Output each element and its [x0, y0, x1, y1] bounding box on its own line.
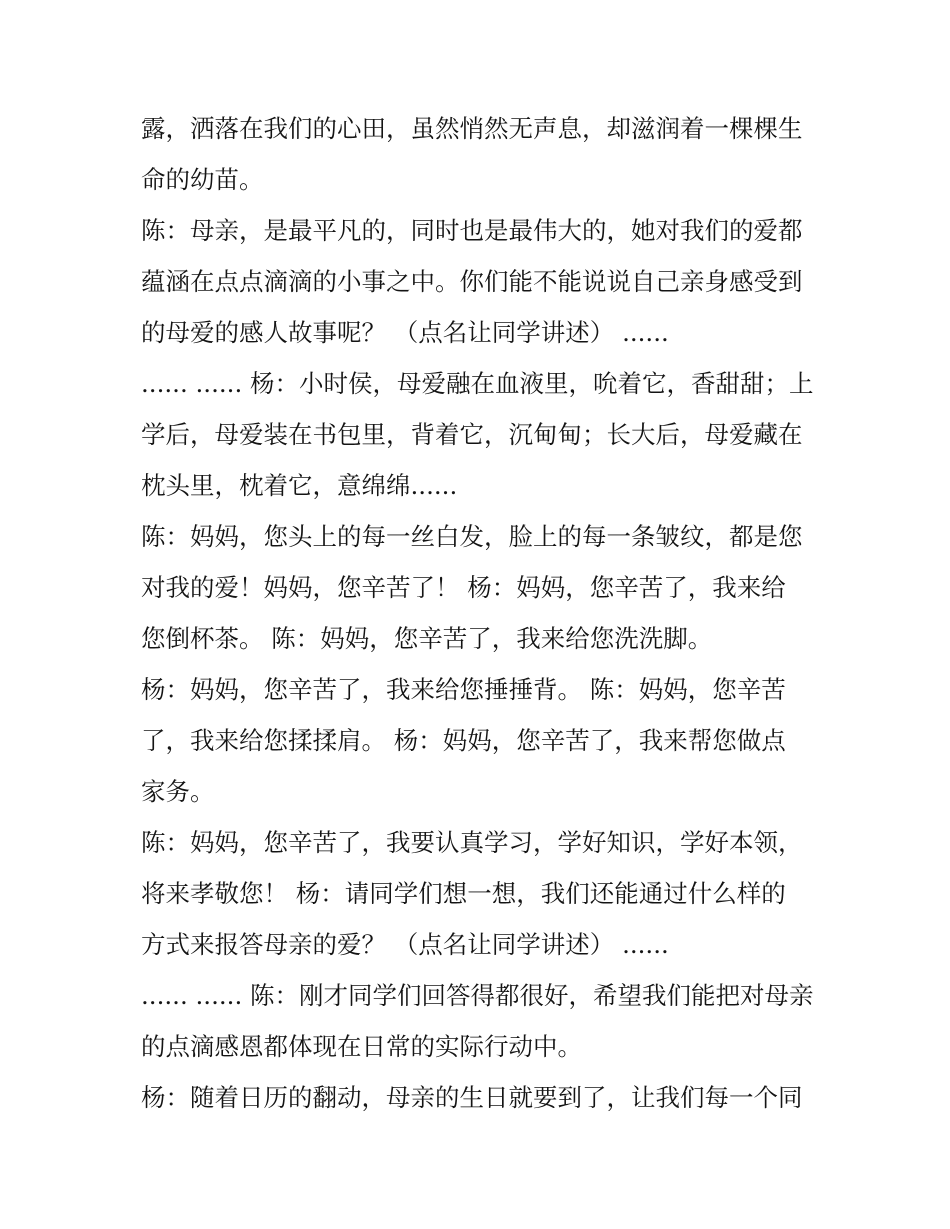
text-line: 对我的爱！妈妈，您辛苦了！ 杨：妈妈，您辛苦了，我来给: [141, 573, 786, 602]
text-line: 杨：随着日历的翻动，母亲的生日就要到了，让我们每一个同: [141, 1083, 803, 1112]
text-line: 的母爱的感人故事呢？ （点名让同学讲述） ......: [141, 318, 669, 347]
text-line: 陈：妈妈，您辛苦了，我要认真学习，学好知识，学好本领，: [141, 828, 803, 857]
text-line: 陈：母亲，是最平凡的，同时也是最伟大的，她对我们的爱都: [141, 216, 803, 245]
text-line: 蕴涵在点点滴滴的小事之中。你们能不能说说自己亲身感受到: [141, 267, 803, 296]
text-line: ...... ...... 杨：小时侯，母爱融在血液里，吮着它，香甜甜；上: [141, 369, 814, 398]
text-line: ...... ...... 陈：刚才同学们回答得都很好，希望我们能把对母亲: [141, 981, 814, 1010]
text-line: 您倒杯茶。 陈：妈妈，您辛苦了，我来给您洗洗脚。: [141, 624, 713, 653]
text-line: 的点滴感恩都体现在日常的实际行动中。: [141, 1032, 582, 1061]
text-line: 方式来报答母亲的爱？ （点名让同学讲述） ......: [141, 930, 669, 959]
text-line: 学后，母爱装在书包里，背着它，沉甸甸；长大后，母爱藏在: [141, 420, 803, 449]
text-line: 陈：妈妈，您头上的每一丝白发，脸上的每一条皱纹，都是您: [141, 522, 803, 551]
document-body: [141, 103, 816, 1123]
text-line: 枕头里，枕着它，意绵绵......: [141, 471, 458, 500]
text-line: 将来孝敬您！ 杨：请同学们想一想，我们还能通过什么样的: [141, 879, 786, 908]
text-line: 杨：妈妈，您辛苦了，我来给您捶捶背。 陈：妈妈，您辛苦: [141, 675, 786, 704]
text-line: 命的幼苗。: [141, 165, 264, 194]
text-line: 露，洒落在我们的心田，虽然悄然无声息，却滋润着一棵棵生: [141, 114, 803, 143]
text-line: 了，我来给您揉揉肩。 杨：妈妈，您辛苦了，我来帮您做点: [141, 726, 786, 755]
text-line: 家务。: [141, 777, 215, 806]
